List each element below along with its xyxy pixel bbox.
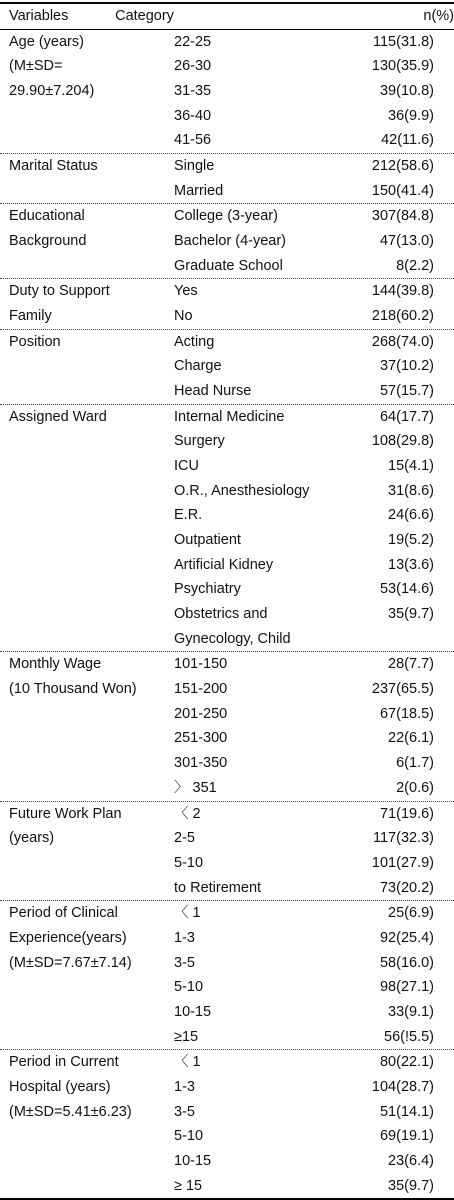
count-percent-cell: 101(27.9) — [371, 854, 434, 871]
table-row — [164, 1100, 454, 1125]
table-body — [0, 30, 454, 1199]
count-percent-cell: 115(31.8) — [373, 33, 434, 50]
variable-label: Hospital (years) — [9, 1078, 111, 1095]
table-group — [0, 330, 454, 405]
category-cell: 101-150 — [174, 656, 228, 673]
category-cell: 5-10 — [174, 979, 204, 996]
count-percent-cell: 58(16.0) — [379, 954, 434, 971]
table-row — [164, 79, 454, 104]
table-row — [164, 951, 454, 976]
variable-label: (10 Thousand Won) — [9, 681, 137, 698]
category-cell: 〈 1 — [174, 1054, 201, 1071]
table-group — [0, 652, 454, 801]
variable-label: (M±SD= — [9, 58, 63, 75]
table-row — [164, 726, 454, 751]
header-category: Category — [115, 8, 174, 24]
category-cell: 2-5 — [174, 830, 195, 847]
category-cell: Married — [174, 182, 224, 199]
table-row — [164, 379, 454, 404]
category-cell: Yes — [174, 283, 198, 300]
table-row — [164, 254, 454, 279]
variable-label: Assigned Ward — [9, 408, 107, 425]
count-percent-cell: 307(84.8) — [371, 208, 434, 225]
table-row — [164, 876, 454, 901]
count-percent-cell: 144(39.8) — [371, 283, 434, 300]
category-cell: Acting — [174, 333, 215, 350]
category-cell: Psychiatry — [174, 581, 241, 598]
variable-cell — [0, 204, 164, 278]
category-cell: Graduate School — [174, 257, 283, 274]
table-row — [164, 354, 454, 379]
table-group — [0, 901, 454, 1050]
table-group — [0, 279, 454, 329]
count-percent-cell: 92(25.4) — [379, 929, 434, 946]
table-row — [164, 776, 454, 801]
table-row — [164, 104, 454, 129]
table-row — [164, 851, 454, 876]
table-row — [164, 128, 454, 153]
table-row — [164, 279, 454, 304]
category-cell: 31-35 — [174, 83, 212, 100]
variable-cell — [0, 1050, 164, 1198]
table-row — [164, 304, 454, 329]
table-row — [164, 179, 454, 204]
count-percent-cell: 2(0.6) — [396, 779, 434, 796]
table-row — [164, 154, 454, 179]
count-percent-cell: 212(58.6) — [371, 158, 434, 175]
table-row — [164, 1025, 454, 1050]
table-group — [0, 405, 454, 653]
table-row — [164, 429, 454, 454]
category-cell: 1-3 — [174, 929, 195, 946]
category-cell: 10-15 — [174, 1152, 212, 1169]
variable-cell — [0, 330, 164, 404]
count-percent-cell: 53(14.6) — [379, 581, 434, 598]
category-cell: ≥ 15 — [174, 1177, 203, 1194]
category-cell: Charge — [174, 358, 222, 375]
count-percent-cell: 104(28.7) — [371, 1078, 434, 1095]
category-cell: College (3-year) — [174, 208, 278, 225]
demographics-table — [0, 2, 454, 1200]
count-percent-cell: 31(8.6) — [388, 482, 434, 499]
count-percent-cell: 71(19.6) — [379, 805, 434, 822]
category-cell: 1-3 — [174, 1078, 195, 1095]
category-cell: Head Nurse — [174, 383, 252, 400]
count-percent-cell: 47(13.0) — [379, 233, 434, 250]
category-cell: 〉 351 — [174, 779, 217, 796]
category-cell: Gynecology, Child — [174, 630, 291, 647]
count-percent-cell: 6(1.7) — [396, 755, 434, 772]
count-percent-cell: 73(20.2) — [379, 879, 434, 896]
table-row — [164, 751, 454, 776]
table-header — [0, 4, 454, 30]
count-percent-cell: 42(11.6) — [381, 132, 434, 149]
count-percent-cell: 67(18.5) — [379, 705, 434, 722]
table-row — [164, 54, 454, 79]
count-percent-cell: 56(!5.5) — [384, 1028, 434, 1045]
category-cell: Outpatient — [174, 532, 241, 549]
table-row — [164, 1050, 454, 1075]
table-row — [164, 1149, 454, 1174]
table-row — [164, 1174, 454, 1199]
category-cell: 〈 2 — [174, 805, 201, 822]
table-row — [164, 602, 454, 627]
variable-label: Future Work Plan — [9, 805, 122, 822]
table-row — [164, 802, 454, 827]
count-percent-cell: 35(9.7) — [388, 1177, 434, 1194]
table-group — [0, 802, 454, 902]
table-row — [164, 229, 454, 254]
variable-label: Period of Clinical — [9, 905, 118, 922]
count-percent-cell: 98(27.1) — [379, 979, 434, 996]
count-percent-cell: 108(29.8) — [371, 433, 434, 450]
count-percent-cell: 25(6.9) — [388, 905, 434, 922]
count-percent-cell — [339, 627, 434, 652]
variable-cell — [0, 901, 164, 1049]
variable-label: Educational — [9, 208, 85, 225]
table-row — [164, 454, 454, 479]
category-cell: Single — [174, 158, 215, 175]
category-cell: 5-10 — [174, 854, 204, 871]
table-group — [0, 1050, 454, 1198]
variable-label: Family — [9, 308, 52, 325]
table-row — [164, 826, 454, 851]
category-cell: 3-5 — [174, 954, 195, 971]
table-row — [164, 553, 454, 578]
table-row — [164, 479, 454, 504]
variable-label: (M±SD=7.67±7.14) — [9, 954, 132, 971]
table-row — [164, 702, 454, 727]
category-cell: 41-56 — [174, 132, 212, 149]
table-group — [0, 154, 454, 204]
category-cell: Artificial Kidney — [174, 556, 274, 573]
category-cell: 251-300 — [174, 730, 228, 747]
table-row — [164, 1000, 454, 1025]
count-percent-cell: 80(22.1) — [379, 1054, 434, 1071]
category-cell: E.R. — [174, 507, 203, 524]
category-cell: 151-200 — [174, 681, 228, 698]
table-row — [164, 1075, 454, 1100]
table-row — [164, 1124, 454, 1149]
variable-label: (years) — [9, 830, 55, 847]
category-cell: Bachelor (4-year) — [174, 233, 287, 250]
table-row — [164, 405, 454, 430]
count-percent-cell: 237(65.5) — [371, 681, 434, 698]
variable-label: Duty to Support — [9, 283, 110, 300]
table-row — [164, 330, 454, 355]
category-cell: 22-25 — [174, 33, 212, 50]
variable-cell — [0, 405, 164, 652]
count-percent-cell: 23(6.4) — [388, 1152, 434, 1169]
category-cell: 26-30 — [174, 58, 212, 75]
variable-label: (M±SD=5.41±6.23) — [9, 1103, 132, 1120]
variable-label: Monthly Wage — [9, 656, 102, 673]
variable-cell — [0, 30, 164, 153]
header-n-percent: n(%) — [423, 8, 454, 24]
variable-cell — [0, 154, 164, 203]
variable-label: Age (years) — [9, 33, 84, 50]
count-percent-cell: 24(6.6) — [388, 507, 434, 524]
count-percent-cell: 69(19.1) — [379, 1128, 434, 1145]
table-row — [164, 901, 454, 926]
category-cell: 201-250 — [174, 705, 228, 722]
count-percent-cell: 35(9.7) — [388, 606, 434, 623]
variable-label: Background — [9, 233, 87, 250]
table-row — [164, 577, 454, 602]
category-cell: No — [174, 308, 193, 325]
count-percent-cell: 64(17.7) — [379, 408, 434, 425]
variable-label: Period in Current — [9, 1054, 119, 1071]
count-percent-cell: 218(60.2) — [371, 308, 434, 325]
count-percent-cell: 15(4.1) — [388, 458, 434, 475]
variable-cell — [0, 279, 164, 328]
count-percent-cell: 22(6.1) — [388, 730, 434, 747]
table-row — [164, 652, 454, 677]
count-percent-cell: 268(74.0) — [371, 333, 434, 350]
table-row — [164, 975, 454, 1000]
header-variables: Variables — [9, 8, 69, 24]
category-cell: Obstetrics and — [174, 606, 268, 623]
table-row — [164, 528, 454, 553]
variable-label: Experience(years) — [9, 929, 127, 946]
category-cell: Surgery — [174, 433, 225, 450]
variable-label: Marital Status — [9, 158, 98, 175]
table-row — [164, 503, 454, 528]
count-percent-cell: 117(32.3) — [373, 830, 434, 847]
count-percent-cell: 150(41.4) — [371, 182, 434, 199]
category-cell: 3-5 — [174, 1103, 195, 1120]
category-cell: to Retirement — [174, 879, 262, 896]
count-percent-cell: 57(15.7) — [379, 383, 434, 400]
table-group — [0, 30, 454, 154]
count-percent-cell: 37(10.2) — [379, 358, 434, 375]
count-percent-cell: 39(10.8) — [379, 83, 434, 100]
count-percent-cell: 36(9.9) — [388, 107, 434, 124]
category-cell: 36-40 — [174, 107, 212, 124]
table-row — [164, 30, 454, 55]
category-cell: 10-15 — [174, 1003, 212, 1020]
variable-cell — [0, 652, 164, 800]
variable-cell — [0, 802, 164, 901]
category-cell: Internal Medicine — [174, 408, 285, 425]
variable-label: Position — [9, 333, 61, 350]
count-percent-cell: 13(3.6) — [388, 556, 434, 573]
category-cell: 301-350 — [174, 755, 228, 772]
table-row — [164, 926, 454, 951]
category-cell: 〈 1 — [174, 905, 201, 922]
category-cell: ICU — [174, 458, 199, 475]
count-percent-cell: 19(5.2) — [388, 532, 434, 549]
table-row — [164, 204, 454, 229]
table-group — [0, 204, 454, 279]
category-cell: ≥15 — [174, 1028, 199, 1045]
count-percent-cell: 28(7.7) — [388, 656, 434, 673]
count-percent-cell: 130(35.9) — [371, 58, 434, 75]
category-cell: O.R., Anesthesiology — [174, 482, 310, 499]
category-cell: 5-10 — [174, 1128, 204, 1145]
table-row — [164, 677, 454, 702]
table-row — [164, 627, 454, 652]
count-percent-cell: 51(14.1) — [379, 1103, 434, 1120]
variable-label: 29.90±7.204) — [9, 83, 95, 100]
count-percent-cell: 33(9.1) — [388, 1003, 434, 1020]
count-percent-cell: 8(2.2) — [396, 257, 434, 274]
